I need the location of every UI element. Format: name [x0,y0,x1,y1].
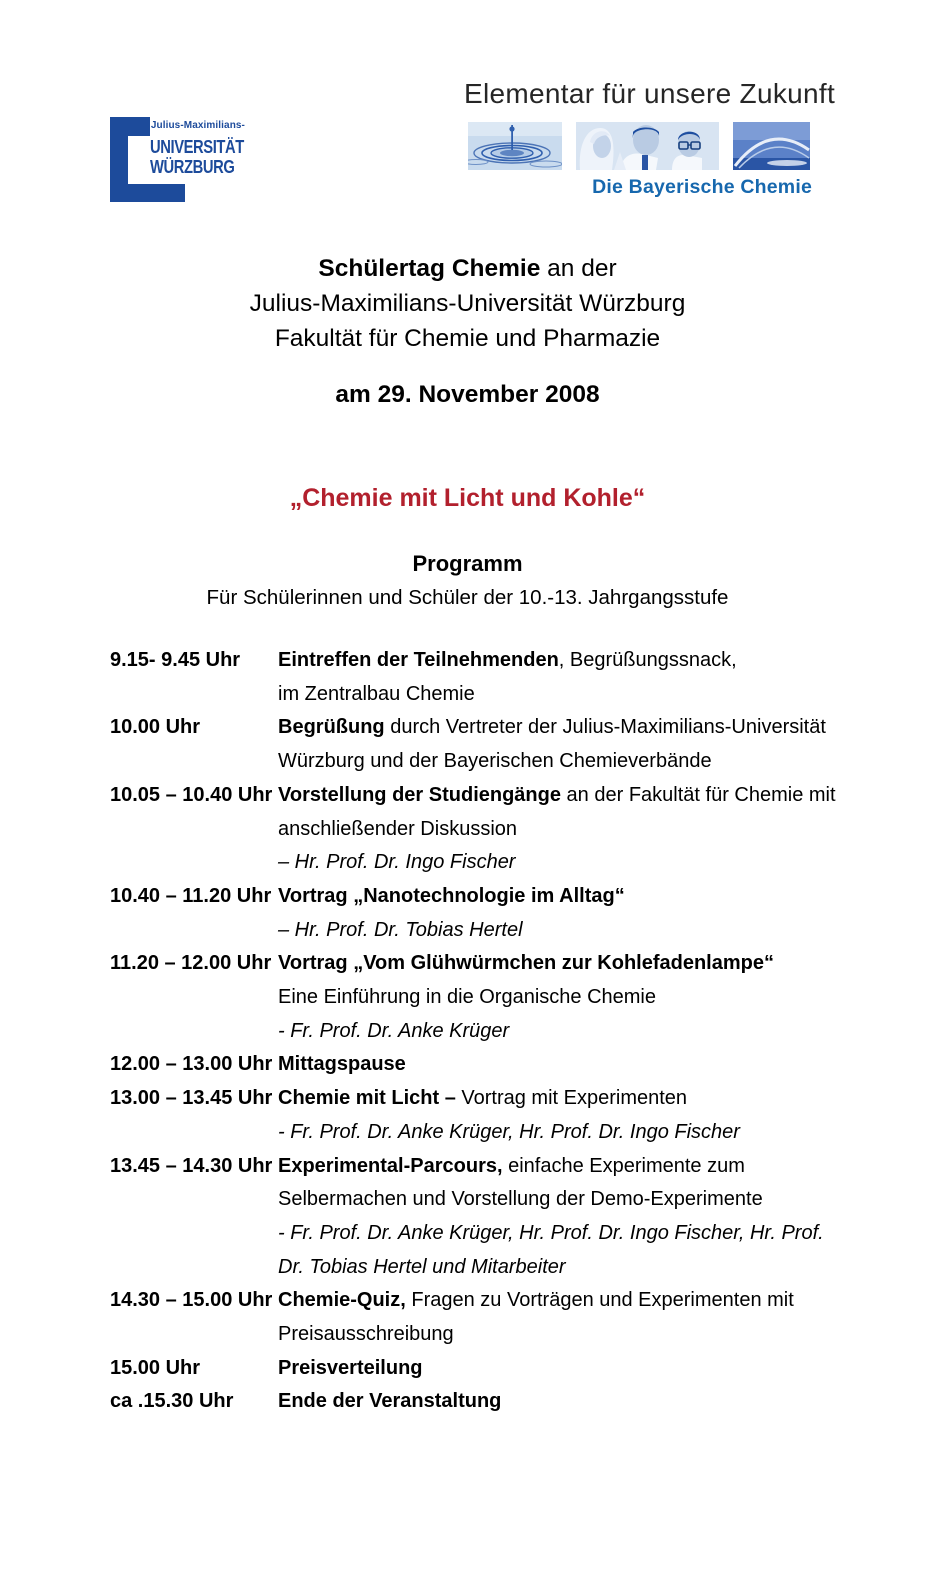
schedule-description [278,1048,850,1082]
schedule-line [278,1150,850,1184]
schedule-line [278,745,850,779]
schedule-row [110,711,850,778]
schedule-text-segment: anschließender Diskussion [278,817,518,840]
schedule-row [110,1082,850,1149]
title-block [0,251,935,356]
schedule-text-segment: an der Fakultät für Chemie mit [561,783,836,806]
schedule-time: 15.00 Uhr [110,1356,201,1379]
schedule-text-segment: Chemie mit Licht – [278,1087,462,1110]
logo-line-universitaet: UNIVERSITÄT [150,137,244,157]
schedule-time: 10.00 Uhr [110,716,201,739]
schedule-text-segment: – Hr. Prof. Dr. Tobias Hertel [278,918,523,941]
schedule-text-segment: Vorstellung der Studiengänge [278,783,561,806]
schedule-time: ca .15.30 Uhr [110,1390,234,1413]
schedule-row [110,644,850,711]
schedule-row [110,1048,850,1082]
schedule-text-segment: Experimental-Parcours, [278,1154,503,1177]
schedule-line [278,1183,850,1217]
schedule-row [110,1284,850,1351]
schedule-line [278,1217,850,1251]
schedule-description [278,1150,850,1285]
schedule-text-segment: Eintreffen der Teilnehmenden [278,649,559,671]
schedule-text-segment: Fragen zu Vorträgen und Experimenten mit [405,1289,794,1312]
campaign-caption: Die Bayerische Chemie [592,176,812,198]
schedule-text-segment: durch Vertreter der Julius-Maximilians-Universität [384,716,826,739]
title-line-1 [0,251,935,286]
schedule-line [278,1048,850,1082]
schedule-text-segment: , Begrüßungssnack, [558,649,737,671]
schedule-line [278,779,850,813]
schedule-line [278,1385,850,1419]
schedule-row [110,947,850,1048]
photo-researchers-faces [576,122,719,170]
schedule-time: 10.05 – 10.40 Uhr [110,783,273,806]
photo-water-drop-ripple [468,122,562,170]
schedule-line [278,1318,850,1352]
schedule-text-segment: – Hr. Prof. Dr. Ingo Fischer [278,851,516,874]
schedule-time: 13.45 – 14.30 Uhr [110,1154,273,1177]
schedule-line [278,678,850,712]
schedule-time: 12.00 – 13.00 Uhr [110,1053,273,1076]
event-title: „Chemie mit Licht und Kohle“ [289,484,646,512]
schedule-text-segment: Preisverteilung [278,1356,423,1379]
photo-light-arc [733,122,810,170]
schedule-line [278,880,850,914]
schedule-row [110,1385,850,1419]
schedule-row [110,1352,850,1386]
logo-bracket-bottom [110,184,185,202]
schedule-text-segment: Preisausschreibung [278,1323,454,1346]
schedule-line [278,1352,850,1386]
university-logo-text [150,119,245,177]
schedule-line [278,711,850,745]
schedule-text-segment: Vortrag mit Experimenten [461,1087,688,1110]
logo-line-julius-maximilians: Julius-Maximilians- [150,120,245,131]
event-date: am 29. November 2008 [335,381,600,408]
schedule-description [278,1352,850,1386]
title-event-name: Schülertag Chemie [318,255,541,282]
schedule-text-segment: im Zentralbau Chemie [278,682,475,705]
schedule-text-segment: Mittagspause [278,1053,406,1076]
schedule-description [278,947,850,1048]
schedule-line [278,1251,850,1285]
schedule-description [278,779,850,880]
schedule-line [278,1284,850,1318]
program-subheading: Für Schülerinnen und Schüler der 10.-13. Jahrgangsstufe [206,586,729,609]
campaign-slogan: Elementar für unsere Zukunft [464,78,836,109]
schedule-description [278,880,850,947]
schedule-text-segment: Vortrag „Vom Glühwürmchen zur Kohlefadenlampe“ [278,952,774,975]
schedule-time: 13.00 – 13.45 Uhr [110,1087,273,1110]
schedule-text-segment: Vortrag „Nanotechnologie im Alltag“ [278,884,625,907]
schedule-description [278,711,850,778]
schedule-row [110,1150,850,1285]
schedule-text-segment: einfache Experimente zum [502,1154,745,1177]
schedule-description [278,1284,850,1351]
schedule-time: 9.15- 9.45 Uhr [110,649,241,671]
schedule-description [278,1385,850,1419]
title-line-3: Fakultät für Chemie und Pharmazie [274,325,661,352]
schedule-text-segment: Würzburg und der Bayerischen Chemieverbände [278,750,712,773]
schedule-line [278,981,850,1015]
schedule-text-segment: Chemie-Quiz, [278,1289,406,1312]
schedule-text-segment: Selbermachen und Vorstellung der Demo-Experimente [278,1188,763,1211]
schedule-description [278,644,850,711]
title-line-1-rest: an der [540,255,617,282]
schedule-time: 14.30 – 15.00 Uhr [110,1289,273,1312]
schedule-line [278,1015,850,1049]
schedule-time: 10.40 – 11.20 Uhr [110,884,272,907]
schedule-line [278,947,850,981]
schedule [110,644,850,1419]
program-heading: Programm [412,551,523,576]
schedule-text-segment: Begrüßung [278,716,385,739]
schedule-line [278,1082,850,1116]
schedule-row [110,779,850,880]
title-line-2: Julius-Maximilians-Universität Würzburg [249,290,686,317]
schedule-line [278,644,850,678]
schedule-text-segment: Ende der Veranstaltung [278,1390,502,1413]
logo-line-wuerzburg: WÜRZBURG [150,156,235,177]
schedule-text-segment: - Fr. Prof. Dr. Anke Krüger, Hr. Prof. Dr. Ingo Fischer, Hr. Prof. [278,1221,824,1244]
schedule-text-segment: - Fr. Prof. Dr. Anke Krüger, Hr. Prof. Dr. Ingo Fischer [278,1120,740,1143]
schedule-text-segment: Eine Einführung in die Organische Chemie [278,986,656,1009]
schedule-line [278,914,850,948]
schedule-line [278,846,850,880]
schedule-text-segment: - Fr. Prof. Dr. Anke Krüger [278,1019,510,1042]
schedule-text-segment: Dr. Tobias Hertel und Mitarbeiter [278,1255,566,1278]
schedule-line [278,813,850,847]
schedule-row [110,880,850,947]
campaign-photo-strip [468,122,810,170]
schedule-line [278,1116,850,1150]
schedule-description [278,1082,850,1149]
schedule-time: 11.20 – 12.00 Uhr [110,952,272,975]
